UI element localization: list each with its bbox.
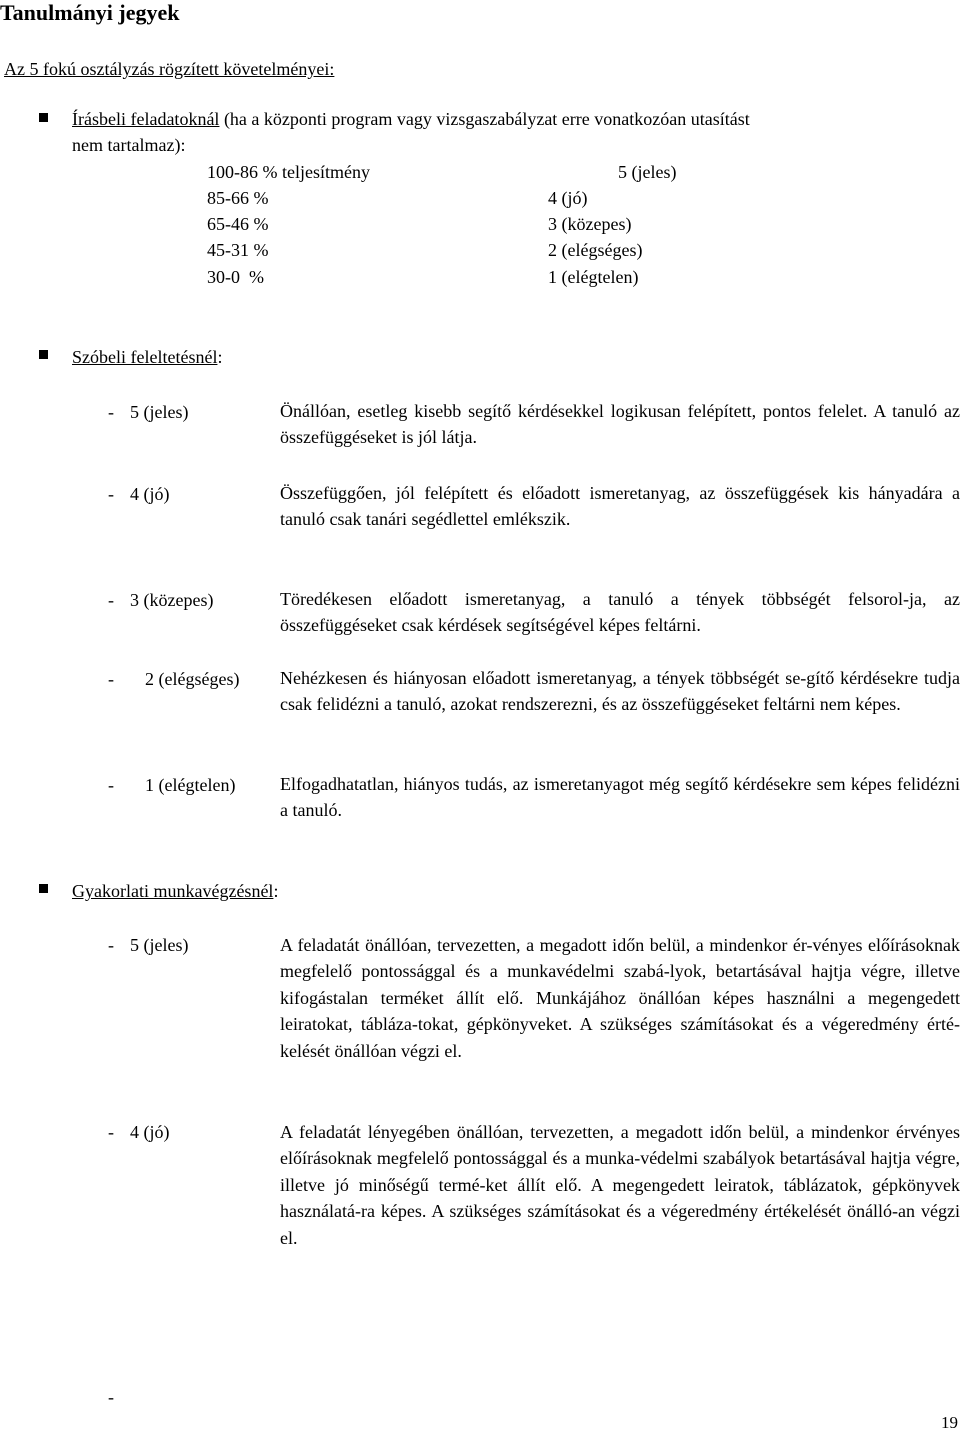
- page-title: Tanulmányi jegyek: [0, 0, 180, 25]
- list-dash: -: [108, 484, 114, 504]
- bullet-icon: [39, 350, 48, 359]
- oral-grade-description: Nehézkesen és hiányosan előadott ismeretanyag, a tények többségét se-gítő kérdésekre tudja csak felidézni a tanuló, azokat rendszerezni, és az összefüggéseket feltárni nem képes.: [280, 668, 960, 714]
- practical-grade-label: 5 (jeles): [130, 935, 189, 955]
- bullet-icon: [39, 884, 48, 893]
- written-grade: 2 (elégséges): [548, 240, 643, 260]
- bullet-icon: [39, 113, 48, 122]
- written-heading-line2: nem tartalmaz):: [72, 135, 186, 155]
- list-dash: -: [108, 1122, 114, 1142]
- written-range: 100-86 % teljesítmény: [207, 162, 370, 182]
- list-dash: -: [108, 669, 114, 689]
- practical-heading-colon: :: [273, 881, 279, 901]
- written-range: 65-46 %: [207, 214, 269, 234]
- practical-heading: [72, 878, 278, 904]
- oral-grade-description: Összefüggően, jól felépített és előadott ismeretanyag, az összefüggések kis hányadára a tanuló csak tanári segédlettel emlékszik.: [280, 483, 960, 529]
- written-heading-underlined: Írásbeli feladatoknál: [72, 109, 220, 129]
- page-number: 19: [941, 1413, 958, 1432]
- written-range: 85-66 %: [207, 188, 269, 208]
- written-grade: 5 (jeles): [618, 162, 677, 182]
- list-dash: -: [108, 775, 114, 795]
- list-dash: -: [108, 935, 114, 955]
- list-dash: -: [108, 590, 114, 610]
- written-grade: 1 (elégtelen): [548, 267, 639, 287]
- oral-grade-label: 3 (közepes): [130, 590, 214, 610]
- list-dash: -: [108, 402, 114, 422]
- written-heading-rest: (ha a központi program vagy vizsgaszabályzat erre vonatkozóan utasítást: [219, 109, 750, 129]
- oral-heading: [72, 344, 222, 370]
- practical-heading-underlined: Gyakorlati munkavégzésnél: [72, 881, 274, 901]
- oral-grade-description: Töredékesen előadott ismeretanyag, a tanuló a tények többségét felsorol-ja, az összefüggéseket csak kérdések segítségével képes feltárni.: [280, 589, 960, 635]
- oral-grade-label: 4 (jó): [130, 484, 170, 504]
- practical-grade-description: A feladatát önállóan, tervezetten, a megadott időn belül, a mindenkor ér-vényes előírásoknak megfelelő pontossággal és a munkavédelmi szabá-lyok, betartásával hajtja végre, illetve kifogástalan terméket állít elő. Munkájához önállóan képes használni a megengedett leiratokat, tábláza-tokat, gépkönyveket. A szükséges számításokat és a végeredmény érté-kelését önállóan végzi el.: [280, 935, 960, 1061]
- written-heading: [72, 106, 750, 132]
- practical-grade-description: A feladatát lényegében önállóan, tervezetten, a megadott időn belül, a mindenkor érvényes előírásoknak megfelelő pontossággal és a munka-védelmi szabályok betartásával hajtja végre, illetve jó minőségű termé-ket állít elő. A megengedett leiratok, táblázatok, gépkönyvek használatá-ra képes. A szükséges számításokat és a végeredmény értékelését önálló-an végzi el.: [280, 1122, 960, 1248]
- list-dash: -: [108, 1387, 114, 1407]
- oral-grade-label: 5 (jeles): [130, 402, 189, 422]
- written-range: 30-0 %: [207, 267, 264, 287]
- oral-heading-colon: :: [217, 347, 223, 367]
- oral-grade-description: Önállóan, esetleg kisebb segítő kérdésekkel logikusan felépített, pontos felelet. A tanuló az összefüggéseket is jól látja.: [280, 401, 960, 447]
- written-grade: 3 (közepes): [548, 214, 632, 234]
- oral-grade-label: 2 (elégséges): [145, 669, 240, 689]
- intro-text: Az 5 fokú osztályzás rögzített követelményei:: [4, 59, 335, 79]
- oral-heading-underlined: Szóbeli feleltetésnél: [72, 347, 218, 367]
- written-range: 45-31 %: [207, 240, 269, 260]
- oral-grade-description: Elfogadhatatlan, hiányos tudás, az ismeretanyagot még segítő kérdésekre sem képes felidézni a tanuló.: [280, 774, 960, 820]
- oral-grade-label: 1 (elégtelen): [145, 775, 236, 795]
- written-grade: 4 (jó): [548, 188, 588, 208]
- practical-grade-label: 4 (jó): [130, 1122, 170, 1142]
